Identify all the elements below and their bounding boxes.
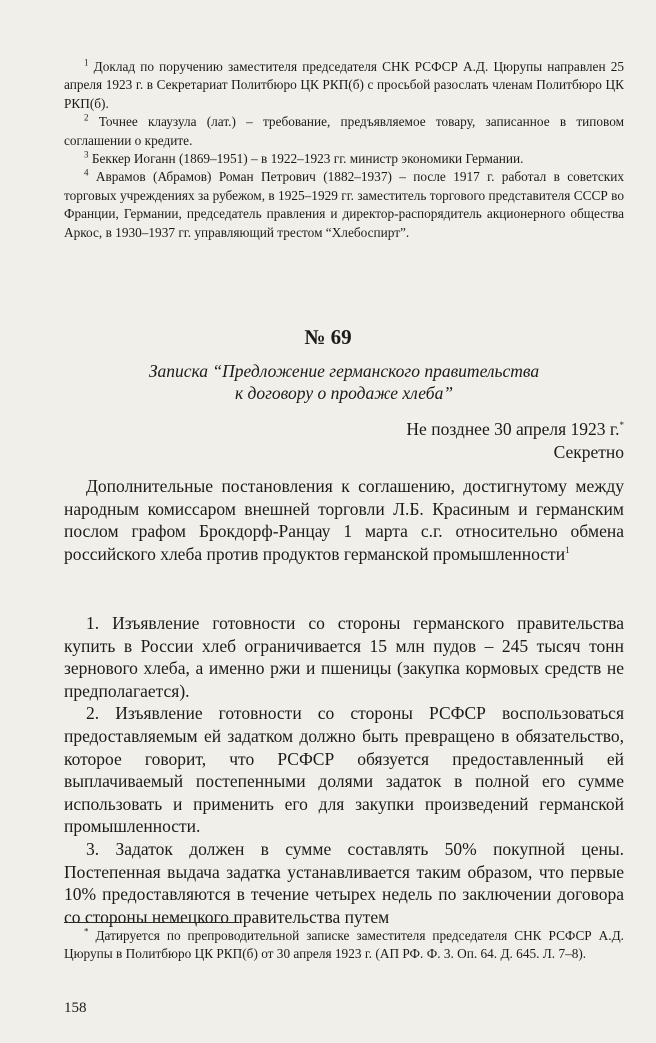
document-date: Не позднее 30 апреля 1923 г.* xyxy=(406,419,624,439)
paragraph-2: 2. Изъявление готовности со стороны РСФСР воспользоваться предоставляемым ей задатком должно быть превращено в обязательство, которое говорит, что РСФСР обязуется предоставленный ей выплачиваемый постепенными долями задаток в полной его сумме использовать и применить его для закупки произведений германской промышленности. xyxy=(64,703,624,837)
footnotes-top xyxy=(64,58,624,242)
title-line-1: Записка “Предложение германского правительства xyxy=(148,361,540,381)
document-classification: Секретно xyxy=(553,442,624,462)
title-line-2: к договору о продаже хлеба” xyxy=(234,383,454,403)
page-number: 158 xyxy=(64,1000,87,1016)
document-body xyxy=(64,612,624,928)
footnote-divider xyxy=(64,922,239,923)
footnote-4: $^4$ Аврамов (Абрамов) Роман Петрович (1882–1937) – после 1917 г. работал в советских торговых учреждениях за рубежом, в 1925–1929 гг. заместитель торгового представителя СССР во Франции, Германии, председатель правления и директор-распорядитель акционерного общества Аркос, в 1930–1937 гг. управляющий трестом “Хлебоспирт”. xyxy=(64,168,624,240)
footnote-3: $^3$ Беккер Иоганн (1869–1951) – в 1922–1923 гг. министр экономики Германии. xyxy=(84,149,524,167)
footnote-2: $^2$ Точнее клаузула (лат.) – требование, предъявляемое товару, записанное в типовом соглашении о кредите. xyxy=(64,112,625,148)
document-title xyxy=(64,360,624,404)
document-intro: Дополнительные постановления к соглашению, достигнутому между народным комиссаром внешней торговли Л.Б. Красиным и германским послом графом Брокдорф-Ранцау 1 марта с.г. относительно обмена российского хлеба против продуктов германской промышленности$^1$ xyxy=(64,476,624,564)
footnote-1: $^1$ Доклад по поручению заместителя председателя СНК РСФСР А.Д. Цюрупы направлен 25 апреля 1923 г. в Секретариат Политбюро ЦК РКП(б) с просьбой разослать членам Политбюро ЦК РКП(б). xyxy=(64,57,625,111)
paragraph-1: 1. Изъявление готовности со стороны германского правительства купить в России хлеб ограничивается 15 млн пудов – 245 тысяч тонн зернового хлеба, а именно ржи и пшеницы (закупка кормовых средств не предполагается). xyxy=(64,613,624,701)
document-number: № 69 xyxy=(304,325,352,349)
footnote-bottom: * Датируется по препроводительной записке заместителя председателя СНК РСФСР А.Д. Цюрупы в Политбюро ЦК РКП(б) от 30 апреля 1923 г. (АП РФ. Ф. 3. Оп. 64. Д. 645. Л. 7–8). xyxy=(64,926,624,962)
paragraph-3: 3. Задаток должен в сумме составлять 50% покупной цены. Постепенная выдача задатка устанавливается таким образом, что первые 10% предоставляются в течение четырех недель по заключении договора со стороны немецкого правительства путем xyxy=(64,838,624,927)
